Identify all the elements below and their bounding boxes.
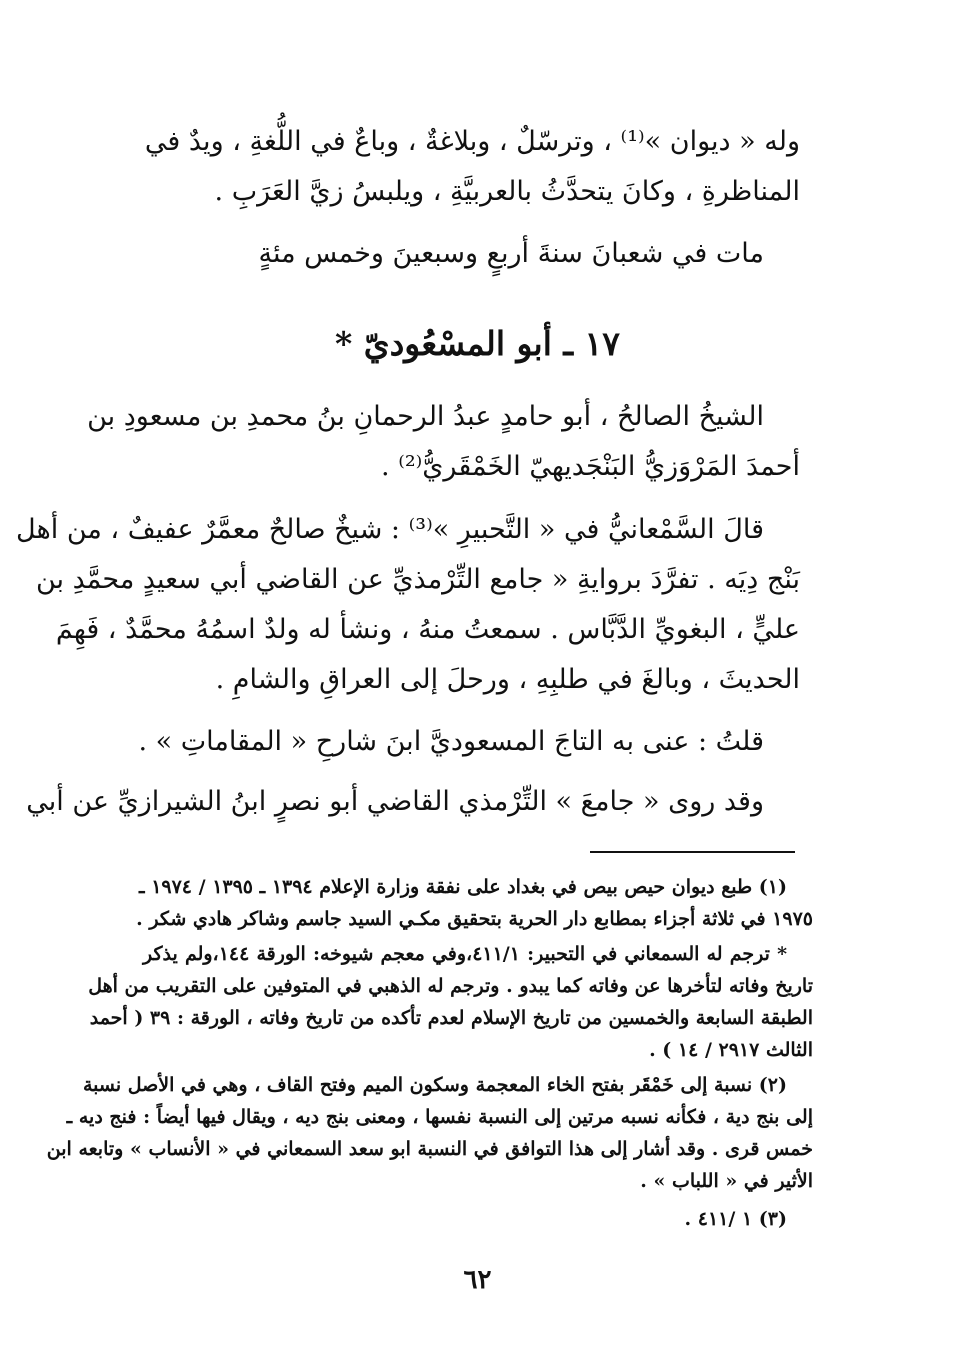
footnote-line: (٢) نسبة إلى خَمْقَر بفتح الخاء المعجمة وسكون الميم وفتح القاف ، وهي في الأصل نسبة — [82, 1074, 787, 1096]
body-line: الحديثَ ، وبالغَ في طلبِهِ ، ورحلَ إلى العراقِ والشامِ . — [215, 664, 800, 695]
footnote-line: إلى بنج دية ، فكأنه نسبه مرتين إلى النسبة نفسها ، ومعنى بنج ديه ، ويقال فيها أيضاً : فنج ديه ـ — [66, 1106, 813, 1128]
entry-heading: ١٧ ـ أبو المسْعُوديّ * — [335, 324, 620, 363]
body-line: مات في شعبانَ سنةَ أربعٍ وسبعينَ وخمس مئةٍ — [258, 238, 764, 269]
footnote-line: الثالث ٢٩١٧ / ١٤ ) . — [649, 1039, 813, 1061]
footnote-line: * ترجم له السمعاني في التحبير: ٤١١/١،وفي معجم شيوخه: الورقة ١٤٤،ولم يذكر — [143, 943, 788, 965]
footnote-line: الطبقة السابعة والخمسين من تاريخ الإسلام لعدم تأكده من تاريخ وفاته ، الورقة : ٣٩ ( أحمد — [89, 1007, 813, 1029]
body-line: الشيخُ الصالحُ ، أبو حامدٍ عبدُ الرحمانِ بنُ محمدِ بن مسعودِ بن — [87, 401, 764, 432]
footnote-line: خمس قرى . وقد أشار إلى هذا التوافق في النسبة ابو سعد السمعاني في « الأنساب » وتابعه ابن — [46, 1138, 813, 1160]
body-line: عليٍّ ، البغويِّ الدَّبَّاس . سمعتُ منهُ ، ونشأ له ولدٌ اسمُهُ محمَّدٌ ، فَهِمَ — [55, 614, 800, 645]
body-line: وله « ديوان »⁽¹⁾ ، وترسّلٌ ، وبلاغةٌ ، وباعٌ في اللُّغةِ ، ويدٌ في — [144, 126, 800, 157]
footnote-separator — [590, 851, 795, 853]
footnote-line: (١) طبع ديوان حيص بيص في بغداد على نفقة وزارة الإعلام ١٣٩٤ ـ ١٣٩٥ / ١٩٧٤ ـ — [139, 876, 787, 898]
body-line: المناظرةِ ، وكانَ يتحدَّثُ بالعربيَّةِ ، ويلبسُ زيَّ العَرَبِ . — [214, 176, 800, 207]
body-line: قالَ السَّمْعانيُّ في « التَّحبيرِ »⁽³⁾ : شيخٌ صالحٌ معمَّرٌ عفيفٌ ، من أهل — [16, 514, 764, 545]
page-number: ٦٢ — [463, 1265, 492, 1295]
body-line: بَنْج دِيَه . تفرَّدَ بروايةِ « جامع التِّرْمذيِّ عن القاضي أبي سعيدٍ محمَّدِ بن — [35, 564, 800, 595]
footnote-line: (٣) ١ /٤١١ . — [684, 1208, 787, 1230]
body-line: أحمدَ المَرْوَزيُّ البَنْجَديهيّ الخَمْقَريُّ⁽²⁾ . — [381, 451, 800, 482]
body-line: وقد روى « جامعَ » التِّرْمذي القاضي أبو نصرٍ ابنُ الشيرازيِّ عن أبي — [26, 786, 764, 817]
footnote-line: ١٩٧٥ في ثلاثة أجزاء بمطابع دار الحرية بتحقيق مكـي السيد جاسم وشاكر هادي شكر . — [136, 908, 813, 930]
footnote-line: تاريخ وفاته لتأخرها عن وفاته كما يبدو . وترجم له الذهبي في المتوفين على التقريب من أهل — [88, 975, 813, 997]
body-line: قلتُ : عنى به التاجَ المسعوديَّ ابنَ شارحِ « المقاماتِ » . — [138, 726, 764, 757]
footnote-line: الأثير في « اللباب » . — [640, 1170, 813, 1192]
